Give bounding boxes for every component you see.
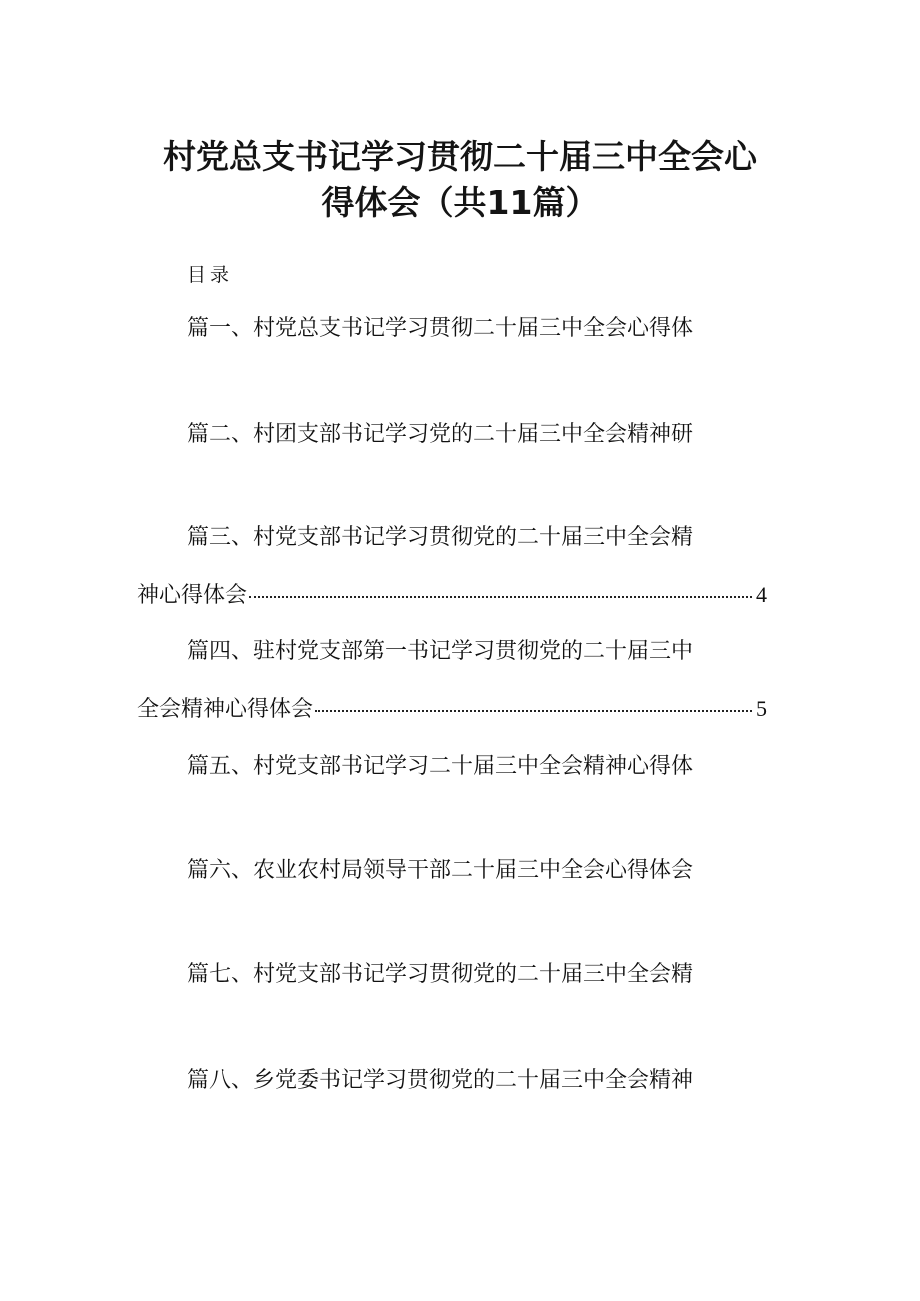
toc-heading: 目录 <box>187 264 234 286</box>
toc-entry-3-text: 神心得体会 <box>137 583 248 608</box>
toc-entry-4-text: 全会精神心得体会 <box>137 697 314 722</box>
toc-entry-2[interactable]: 篇二、村团支部书记学习党的二十届三中全会精神研 <box>187 422 694 447</box>
toc-entry-6[interactable]: 篇六、农业农村局领导干部二十届三中全会心得体会 <box>187 858 694 883</box>
toc-leader-dots <box>315 710 752 712</box>
toc-entry-4-continuation[interactable] <box>137 694 767 725</box>
document-title-line-1: 村党总支书记学习贯彻二十届三中全会心 <box>163 137 757 176</box>
toc-entry-7[interactable]: 篇七、村党支部书记学习贯彻党的二十届三中全会精 <box>187 962 694 987</box>
toc-entry-1[interactable]: 篇一、村党总支书记学习贯彻二十届三中全会心得体 <box>187 316 694 341</box>
toc-entry-4[interactable]: 篇四、驻村党支部第一书记学习贯彻党的二十届三中 <box>187 639 694 664</box>
document-title-line-2: 得体会（共11篇） <box>321 183 599 222</box>
toc-entry-5[interactable]: 篇五、村党支部书记学习二十届三中全会精神心得体 <box>187 754 694 779</box>
toc-entry-3[interactable]: 篇三、村党支部书记学习贯彻党的二十届三中全会精 <box>187 525 694 550</box>
toc-entry-4-page-number: 5 <box>756 696 767 721</box>
toc-entry-8[interactable]: 篇八、乡党委书记学习贯彻党的二十届三中全会精神 <box>187 1068 694 1093</box>
toc-leader-dots <box>249 596 752 598</box>
toc-entry-3-continuation[interactable] <box>137 580 767 611</box>
toc-entry-3-page-number: 4 <box>756 582 767 607</box>
